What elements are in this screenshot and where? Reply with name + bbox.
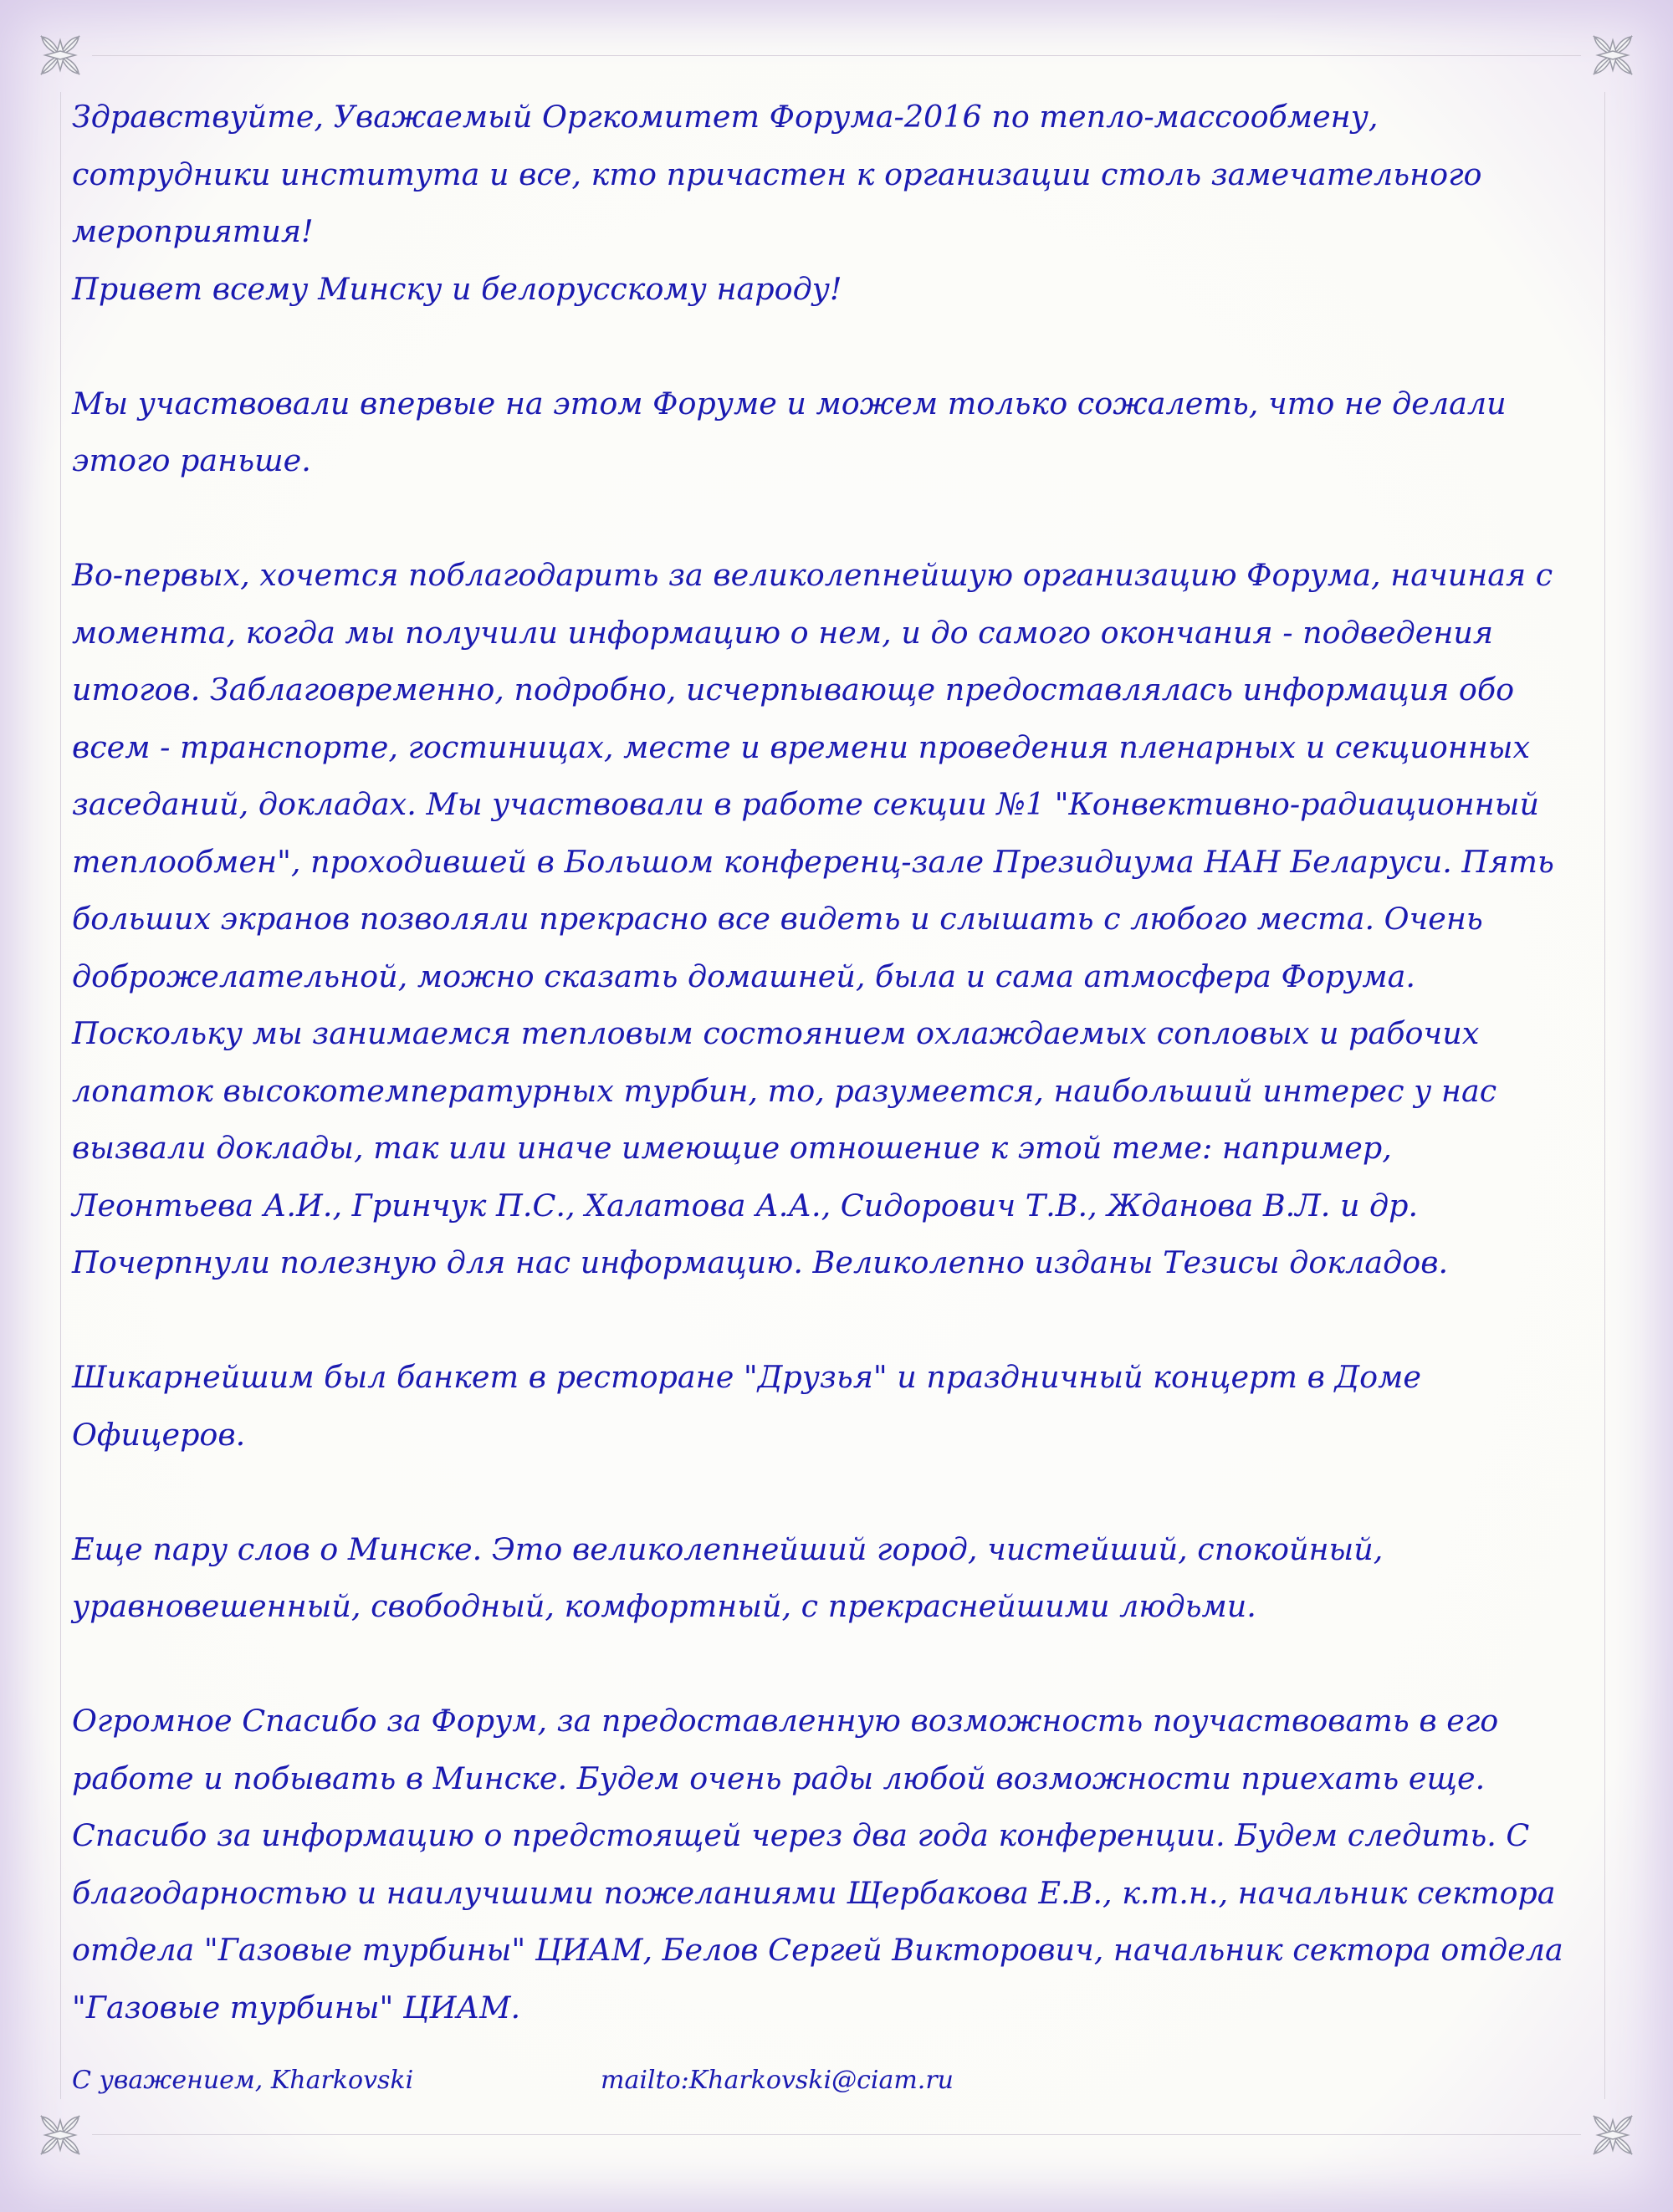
corner-ornament-icon bbox=[37, 2112, 84, 2158]
letter-paragraph: Мы участвовали впервые на этом Форуме и можем только сожалеть, что не делали этого раньше. bbox=[72, 385, 1507, 478]
letter-greeting: Здравствуйте, Уважаемый Оргкомитет Форума-2016 по тепло-массообмену, сотрудники института и все, кто причастен к организации столь замечательного мероприятия! bbox=[72, 99, 1482, 249]
bottom-border-line bbox=[92, 2134, 1581, 2135]
letter-paragraph: Во-первых, хочется поблагодарить за великолепнейшую организацию Форума, начиная с момента, когда мы получили информацию о нем, и до самого окончания - подведения итогов. Заблаговременно, подробно, исчерпывающе предоставлялась информация обо всем - транспорте, гостиницах, месте и времени проведения пленарных и секционных заседаний, докладах. Мы участвовали в работе секции №1 "Конвективно-радиационный теплообмен", проходившей в Большом конференц-зале Президиума НАН Беларуси. Пять больших экранов позволяли прекрасно все видеть и слышать с любого места. Очень доброжелательной, можно сказать домашней, была и сама атмосфера Форума. Поскольку мы занимаемся тепловым состоянием охлаждаемых сопловых и рабочих лопаток высокотемпературных турбин, то, разумеется, наибольший интерес у нас вызвали доклады, так или иначе имеющие отношение к этой теме: например, Леонтьева А.И., Гринчук П.С., Халатова А.А., Сидорович Т.В., Жданова В.Л. и др. Почерпнули полезную для нас информацию. Великолепно изданы Тезисы докладов. bbox=[72, 557, 1554, 1280]
letter-paragraph: Еще пару слов о Минске. Это великолепнейший город, чистейший, спокойный, уравновешенный, свободный, комфортный, с прекраснейшими людьми. bbox=[72, 1530, 1384, 1624]
right-border-line bbox=[1604, 92, 1605, 2099]
top-border-line bbox=[92, 55, 1581, 56]
email-link[interactable]: mailto:Kharkovski@ciam.ru bbox=[601, 2066, 954, 2095]
letter-body bbox=[72, 89, 1578, 2094]
corner-ornament-icon bbox=[1589, 32, 1636, 79]
corner-ornament-icon bbox=[37, 32, 84, 79]
letter-footer bbox=[72, 2064, 1243, 2097]
signature-regards: С уважением, Kharkovski bbox=[72, 2066, 414, 2095]
letter-salute: Привет всему Минску и белорусскому народу! bbox=[72, 270, 842, 307]
letter-paragraph: Шикарнейшим был банкет в ресторане "Друзья" и праздничный концерт в Доме Офицеров. bbox=[72, 1359, 1422, 1453]
letter-paragraph: Огромное Спасибо за Форум, за предоставленную возможность поучаствовать в его работе и побывать в Минске. Будем очень рады любой возможности приехать еще. Спасибо за информацию о предстоящей через два года конференции. Будем следить. С благодарностью и наилучшими пожеланиями Щербакова Е.В., к.т.н., начальник сектора отдела "Газовые турбины" ЦИАМ, Белов Сергей Викторович, начальник сектора отдела "Газовые турбины" ЦИАМ. bbox=[72, 1703, 1563, 2026]
left-border-line bbox=[60, 92, 61, 2099]
corner-ornament-icon bbox=[1589, 2112, 1636, 2158]
